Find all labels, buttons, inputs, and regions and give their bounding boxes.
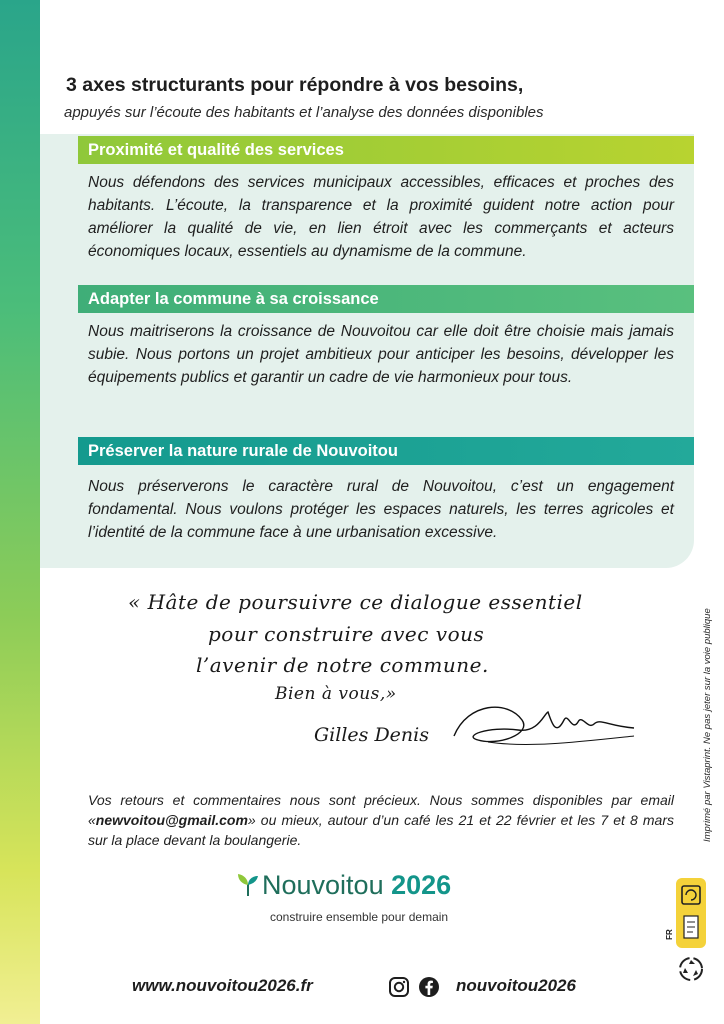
sprout-logo-icon (236, 872, 260, 898)
signer-name: Gilles Denis (314, 724, 429, 746)
recycling-icon (676, 954, 706, 984)
page-title: 3 axes structurants pour répondre à vos besoins, (66, 74, 524, 96)
instagram-icon[interactable] (388, 976, 410, 998)
eco-label-box (676, 878, 706, 948)
section-text-proximite: Nous défendons des services municipaux accessibles, efficaces et proches des habitants. L’écoute, la transparence et la proximité guident notre action pour améliorer la qualité de vie, en lien étroit avec les commerçants et acteurs économiques locaux, essentiels au dynamisme de la commune. (88, 174, 674, 260)
left-gradient-band (0, 0, 40, 1024)
logo-year: 2026 (391, 870, 452, 900)
logo-tagline: construire ensemble pour demain (270, 910, 449, 924)
logo-wordmark (262, 870, 451, 901)
contact-text-after: » ou mieux, autour d’un café les 21 et 22 février et les 7 et 8 mars sur la place devant la boulangerie. (88, 812, 674, 848)
section-title-proximite: Proximité et qualité des services (78, 136, 694, 164)
section-text-croissance: Nous maitriserons la croissance de Nouvoitou car elle doit être choisie mais jamais subie. Nous portons un projet ambitieux pour anticiper les besoins, développer les équipements publics et garantir un cadre de vie harmonieux pour tous. (88, 323, 674, 386)
vertical-print-note: Imprimé par Vistaprint. Ne pas jeter sur la voie publique (702, 608, 713, 842)
quote-line-1: « Hâte de poursuivre ce dialogue essentiel (128, 590, 583, 614)
waste-bin-icon (676, 878, 706, 948)
contact-email[interactable]: newvoitou@gmail.com (95, 812, 248, 828)
contact-text-before: Vos retours et commentaires nous sont précieux. Nous sommes disponibles par email « (88, 792, 674, 828)
quote-line-2: pour construire avec vous (208, 622, 485, 646)
facebook-icon[interactable] (418, 976, 440, 998)
quote-line-3: l’avenir de notre commune. (196, 653, 489, 677)
country-label: FR (664, 929, 674, 940)
contact-paragraph (88, 790, 674, 850)
section-title-nature: Préserver la nature rurale de Nouvoitou (78, 437, 694, 465)
section-title-croissance: Adapter la commune à sa croissance (78, 285, 694, 313)
handwritten-signature (448, 696, 638, 752)
quote-line-4: Bien à vous,» (275, 684, 397, 704)
website-link[interactable]: www.nouvoitou2026.fr (132, 976, 313, 995)
page-subtitle: appuyés sur l’écoute des habitants et l’analyse des données disponibles (64, 104, 544, 121)
section-text-nature: Nous préserverons le caractère rural de Nouvoitou, c’est un engagement fondamental. Nous voulons protéger les espaces naturels, les terres agricoles et l’identité de la commune face à une urbanisation excessive. (88, 478, 674, 541)
social-handle[interactable]: nouvoitou2026 (456, 976, 576, 995)
logo-name: Nouvoitou (262, 870, 384, 900)
